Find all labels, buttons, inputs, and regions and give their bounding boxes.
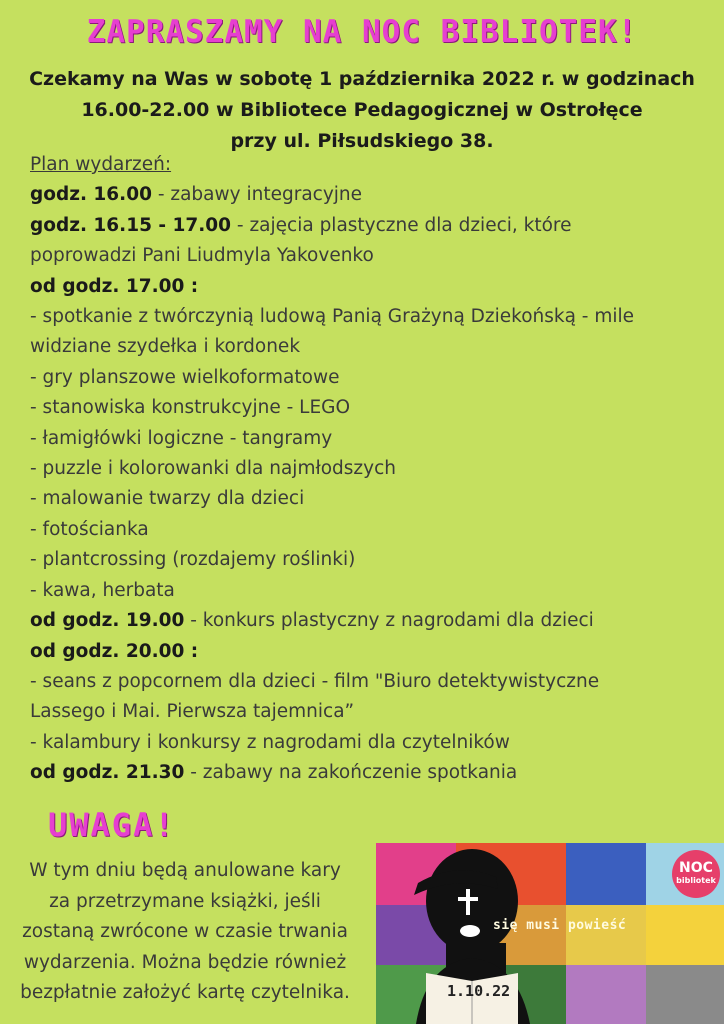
plan-line <box>30 272 720 302</box>
plan-line <box>30 302 720 332</box>
plan-activity: - spotkanie z twórczynią ludową Panią Grażyną Dziekońską - mile <box>30 306 635 328</box>
plan-activity: - łamigłówki logiczne - tangramy <box>30 427 333 449</box>
page-title: ZAPRASZAMY NA NOC BIBLIOTEK! <box>86 14 638 50</box>
plan-line <box>30 454 720 484</box>
plan-line <box>30 393 720 423</box>
event-plan <box>30 150 720 789</box>
plan-time: od godz. 21.30 <box>30 762 185 784</box>
notice-line: zostaną zwrócone w czasie trwania <box>22 921 348 942</box>
plan-activity: - kawa, herbata <box>30 579 175 601</box>
notice-line: wydarzenia. Można będzie również <box>23 951 347 973</box>
plan-line <box>30 332 720 362</box>
poster-color-block <box>566 843 646 905</box>
plan-line <box>30 697 720 727</box>
plan-activity: - puzzle i kolorowanki dla najmłodszych <box>30 458 396 480</box>
plan-activity: - seans z popcornem dla dzieci - film "Biuro detektywistyczne <box>30 670 600 692</box>
plan-line <box>30 545 720 575</box>
notice-line: W tym dniu będą anulowane kary <box>29 860 341 881</box>
plan-line <box>30 576 720 606</box>
plan-line <box>30 211 720 241</box>
plan-line <box>30 180 720 210</box>
plan-time: od godz. 19.00 <box>30 610 185 632</box>
plan-activity: - plantcrossing (rozdajemy roślinki) <box>30 549 356 571</box>
poster-tagline: się musi powieść <box>493 918 627 933</box>
plan-activity: - konkurs plastyczny z nagrodami dla dzieci <box>184 610 594 632</box>
intro-line: 16.00-22.00 w Bibliotece Pedagogicznej w Ostrołęce <box>81 99 643 121</box>
plan-list <box>30 180 720 788</box>
plan-line <box>30 241 720 271</box>
plan-line <box>30 515 720 545</box>
plan-time: od godz. 17.00 : <box>30 275 199 297</box>
notice-title: UWAGA! <box>48 806 176 844</box>
notice-line: bezpłatnie założyć kartę czytelnika. <box>20 982 350 1003</box>
logo-bibliotek-text: bibliotek <box>676 876 716 885</box>
poster-color-block <box>566 905 646 965</box>
plan-activity: - zajęcia plastyczne dla dzieci, które <box>231 214 572 236</box>
plan-line <box>30 637 720 667</box>
plan-line <box>30 363 720 393</box>
plan-activity: - fotościanka <box>30 518 149 540</box>
intro-line: przy ul. Piłsudskiego 38. <box>230 130 494 152</box>
notice-text <box>0 856 370 1009</box>
plan-activity: - zabawy integracyjne <box>151 184 363 206</box>
plan-activity: - malowanie twarzy dla dzieci <box>30 488 305 510</box>
plan-line <box>30 424 720 454</box>
poster-color-block <box>566 965 646 1024</box>
plan-activity: - zabawy na zakończenie spotkania <box>184 762 518 784</box>
plan-time: godz. 16.15 - 17.00 <box>30 214 232 236</box>
plan-activity: poprowadzi Pani Liudmyla Yakovenko <box>30 245 374 267</box>
plan-heading: Plan wydarzeń: <box>30 154 172 175</box>
noc-bibliotek-logo <box>672 850 720 898</box>
notice-line: za przetrzymane książki, jeśli <box>49 890 321 912</box>
plan-activity: - kalambury i konkursy z nagrodami dla czytelników <box>30 731 510 753</box>
intro-line: Czekamy na Was w sobotę 1 października 2022 r. w godzinach <box>29 68 695 90</box>
poster-color-block <box>646 905 724 965</box>
plan-time: od godz. 20.00 : <box>30 640 199 662</box>
plan-line <box>30 484 720 514</box>
plan-line <box>30 728 720 758</box>
plan-line <box>30 606 720 636</box>
plan-line <box>30 667 720 697</box>
plan-line <box>30 758 720 788</box>
plan-activity: widziane szydełka i kordonek <box>30 336 301 358</box>
plan-time: godz. 16.00 <box>30 184 152 206</box>
intro-text <box>0 64 724 157</box>
plan-activity: - stanowiska konstrukcyjne - LEGO <box>30 397 351 419</box>
poster-color-block <box>646 965 724 1024</box>
plan-activity: - gry planszowe wielkoformatowe <box>30 366 340 388</box>
logo-noc-text: NOC <box>679 860 713 876</box>
plan-activity: Lassego i Mai. Pierwsza tajemnica” <box>30 701 355 723</box>
poster-date: 1.10.22 <box>447 982 511 1000</box>
